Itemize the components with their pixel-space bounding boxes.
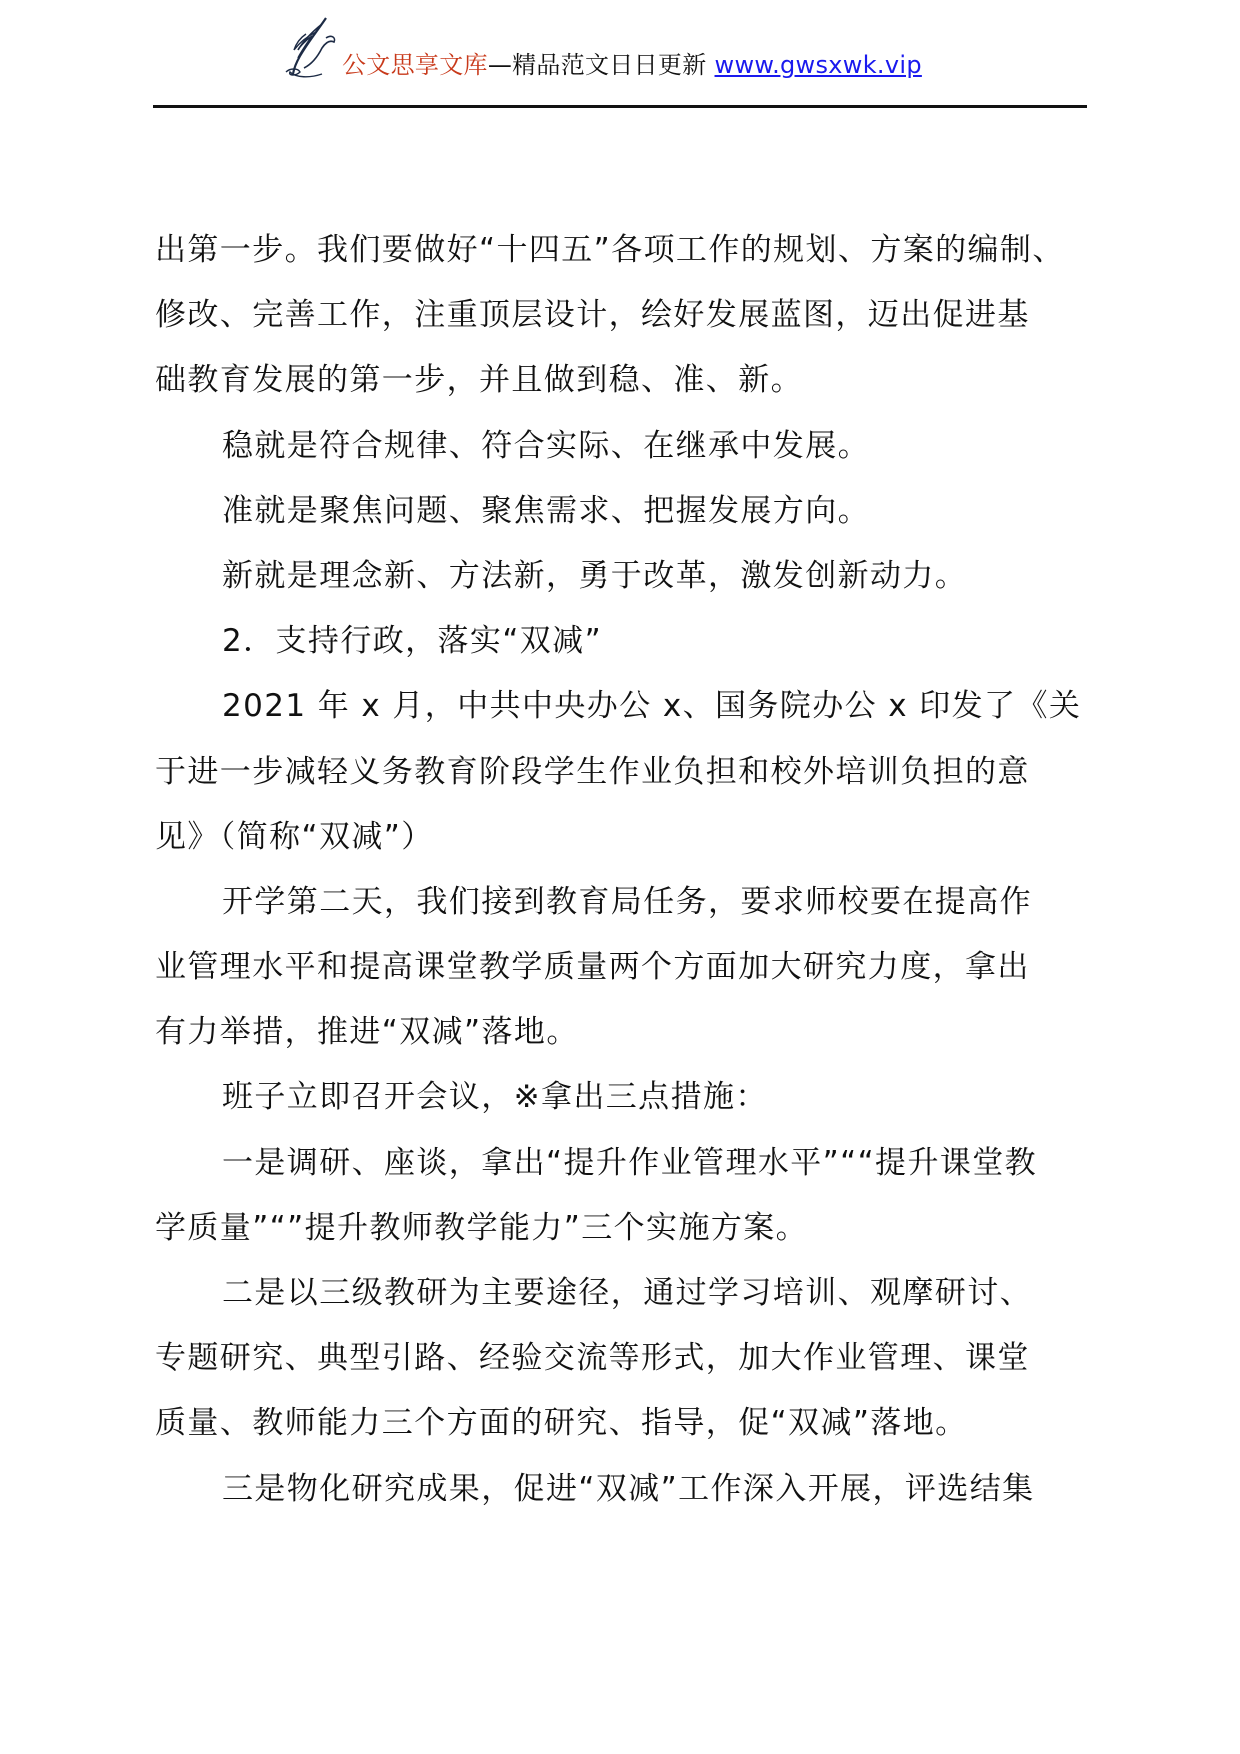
paragraph-line: 专题研究、典型引路、经验交流等形式，加大作业管理、课堂 (155, 1340, 1030, 1377)
paragraph-line: 三是物化研究成果，促进“双减”工作深入开展，评选结集 (222, 1470, 1035, 1507)
paragraph-line: 有力举措，推进“双减”落地。 (155, 1014, 579, 1051)
paragraph-line: 见》（简称“双减”） (155, 818, 434, 855)
paragraph-line: 二是以三级教研为主要途径，通过学习培训、观摩研讨、 (222, 1275, 1032, 1311)
paragraph-line: 2021 年 x 月，中共中央办公 x、国务院办公 x 印发了《关 (222, 688, 1082, 725)
paragraph-line: 新就是理念新、方法新，勇于改革，激发创新动力。 (222, 557, 968, 594)
paragraph-line: 一是调研、座谈，拿出“提升作业管理水平”““提升课堂教 (222, 1144, 1038, 1181)
paragraph-line: 班子立即召开会议，※拿出三点措施： (222, 1079, 768, 1116)
page-header (0, 0, 1240, 110)
header-divider (153, 105, 1087, 108)
paragraph-line: 开学第二天，我们接到教育局任务，要求师校要在提高作 (222, 883, 1032, 920)
section-heading: 2．支持行政，落实“双减” (222, 623, 603, 660)
site-link[interactable]: www.gwsxwk.vip (714, 51, 922, 79)
paragraph-line: 出第一步。我们要做好“十四五”各项工作的规划、方案的编制、 (155, 232, 1065, 268)
paragraph-line: 质量、教师能力三个方面的研究、指导，促“双减”落地。 (155, 1405, 968, 1442)
paragraph-line: 稳就是符合规律、符合实际、在继承中发展。 (222, 427, 870, 464)
quill-pen-icon (282, 16, 338, 82)
paragraph-line: 修改、完善工作，注重顶层设计，绘好发展蓝图，迈出促进基 (155, 297, 1030, 334)
brand-name: 公文思享文库 (342, 51, 488, 79)
paragraph-line: 础教育发展的第一步，并且做到稳、准、新。 (155, 362, 803, 399)
paragraph-line: 业管理水平和提高课堂教学质量两个方面加大研究力度，拿出 (155, 949, 1030, 986)
header-title (342, 49, 922, 81)
paragraph-line: 准就是聚焦问题、聚焦需求、把握发展方向。 (222, 492, 870, 529)
slogan: —精品范文日日更新 (487, 51, 707, 79)
paragraph-line: 于进一步减轻义务教育阶段学生作业负担和校外培训负担的意 (155, 753, 1030, 790)
paragraph-line: 学质量”“”提升教师教学能力”三个实施方案。 (155, 1209, 809, 1246)
document-body (155, 218, 1090, 1522)
